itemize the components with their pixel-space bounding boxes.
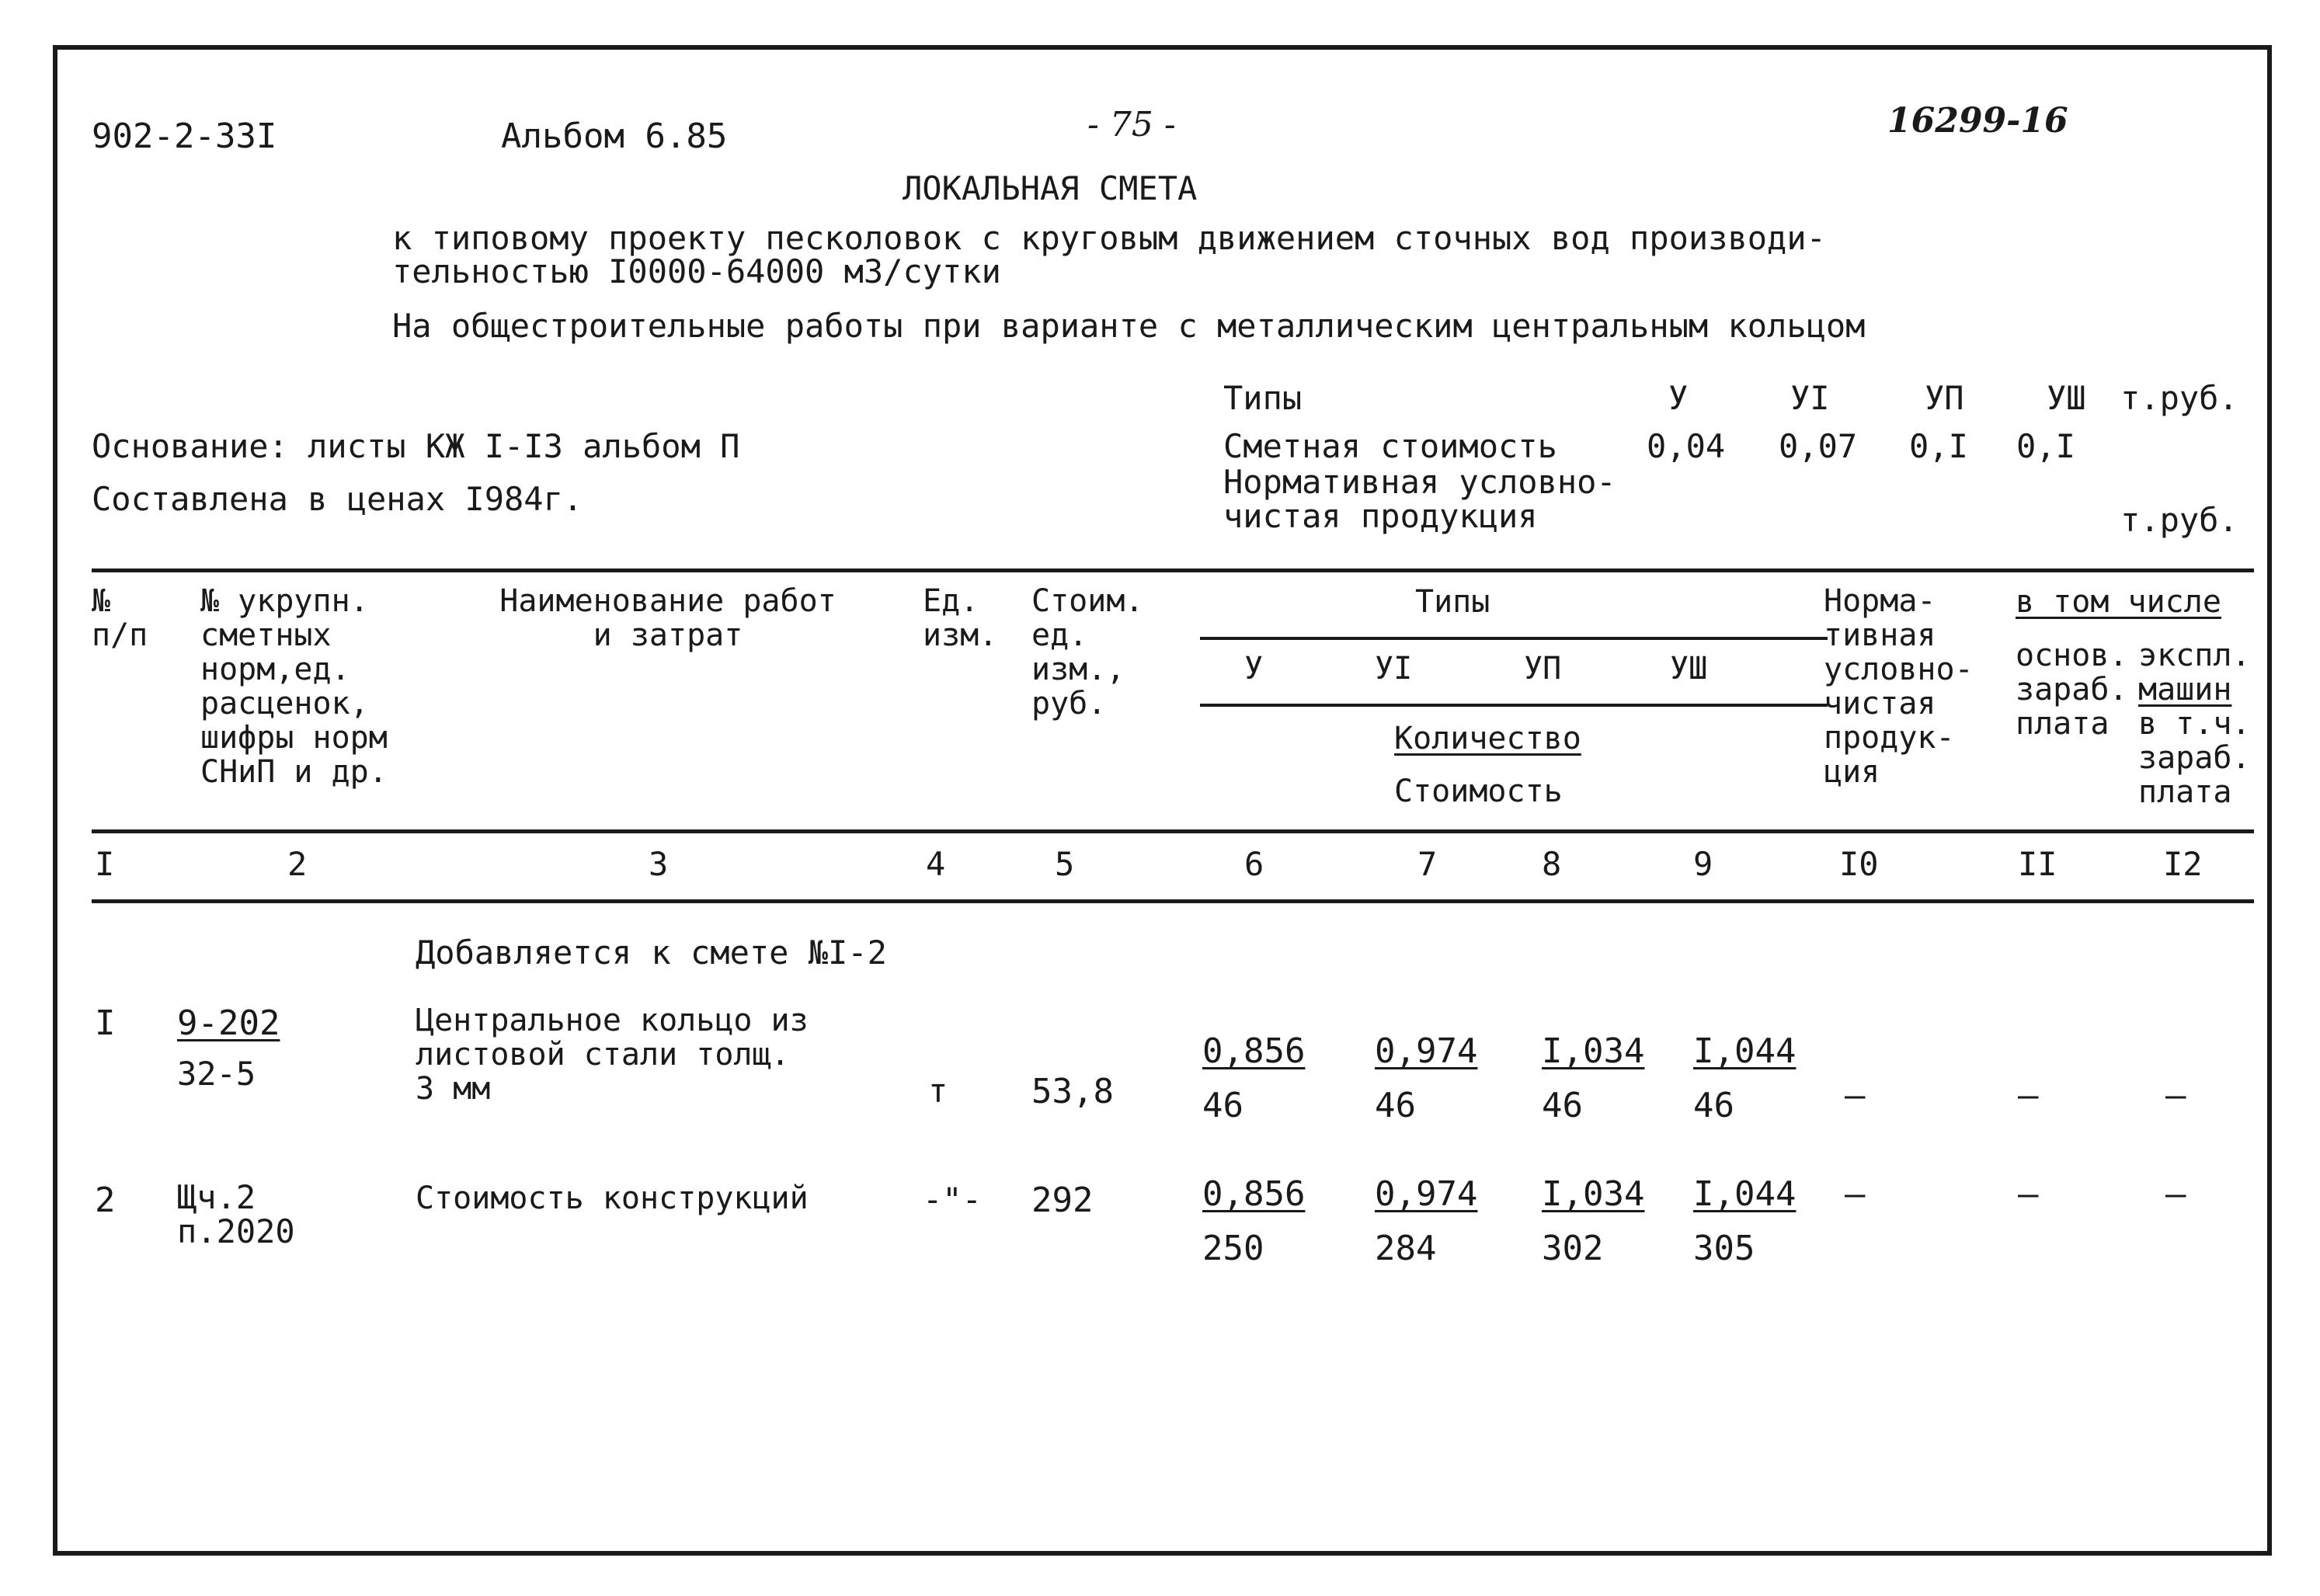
- row1-cost-u1: 46: [1375, 1086, 1416, 1125]
- hdr-incl: в том числе: [2016, 584, 2221, 620]
- row2-cost-u: 250: [1202, 1229, 1264, 1268]
- page-number: - 75 -: [1087, 105, 1176, 144]
- row1-npp: –: [1845, 1076, 1866, 1115]
- hdr-col11: основ. зараб. плата: [2016, 638, 2128, 742]
- summary-cost-u3: 0,I: [2016, 427, 2075, 465]
- row1-qty-u: 0,856: [1202, 1031, 1306, 1071]
- col-number-5: 5: [1055, 845, 1075, 883]
- row2-name: Стоимость конструкций: [416, 1180, 809, 1216]
- title-line-1: к типовому проекту песколовок с круговым движением сточных вод производи-: [392, 219, 1826, 257]
- hdr-col4: Ед. изм.: [923, 583, 998, 653]
- summary-type-u1: УI: [1790, 379, 1830, 417]
- project-code: 902-2-33I: [92, 116, 277, 156]
- summary-cost-u1: 0,07: [1779, 427, 1858, 465]
- types-sub-rule-2: [1200, 704, 1828, 707]
- row2-qty-u1: 0,974: [1375, 1174, 1478, 1214]
- col-number-12: I2: [2163, 845, 2203, 883]
- inventory-number: 16299-16: [1887, 101, 2068, 141]
- col-number-6: 6: [1244, 845, 1264, 883]
- row1-cost-u2: 46: [1542, 1086, 1583, 1125]
- row1-num: I: [95, 1003, 116, 1043]
- row1-code-bottom: 32-5: [177, 1055, 256, 1093]
- page-frame: [53, 45, 2272, 1556]
- col-number-4: 4: [926, 845, 946, 883]
- hdr-col3: Наименование работ и затрат: [499, 583, 837, 653]
- col-numbers-rule: [92, 899, 2254, 903]
- col-number-11: II: [2018, 845, 2057, 883]
- row2-wage: –: [2018, 1174, 2039, 1214]
- hdr-quantity: Количество: [1394, 721, 1581, 756]
- row2-npp: –: [1845, 1174, 1866, 1214]
- hdr-cost: Стоимость: [1394, 774, 1563, 809]
- hdr-col10: Норма- тивная условно- чистая продук- ция: [1824, 583, 1974, 790]
- types-sub-rule-1: [1200, 637, 1828, 640]
- document-title: ЛОКАЛЬНАЯ СМЕТА: [903, 169, 1198, 207]
- row2-machines: –: [2165, 1174, 2186, 1214]
- album-label: Альбом 6.85: [501, 116, 728, 156]
- row2-cost-u1: 284: [1375, 1229, 1437, 1268]
- row1-cost-u3: 46: [1693, 1086, 1734, 1125]
- row2-qty-u: 0,856: [1202, 1174, 1306, 1214]
- row2-qty-u3: I,044: [1693, 1174, 1797, 1214]
- summary-types-label: Типы: [1223, 379, 1303, 417]
- summary-unit: т.руб.: [2120, 379, 2238, 417]
- row1-machines: –: [2165, 1076, 2186, 1115]
- hdr-col1: № п/п: [92, 583, 148, 653]
- col-number-9: 9: [1693, 845, 1713, 883]
- row2-cost-u2: 302: [1542, 1229, 1604, 1268]
- row1-cost-u: 46: [1202, 1086, 1243, 1125]
- basis-line-1: Основание: листы КЖ I-I3 альбом П: [92, 427, 740, 465]
- hdr-type-u3: УШ: [1670, 651, 1708, 687]
- row1-qty-u1: 0,974: [1375, 1031, 1478, 1071]
- row1-wage: –: [2018, 1076, 2039, 1115]
- table-top-rule: [92, 569, 2254, 572]
- row2-cost-u3: 305: [1693, 1229, 1755, 1268]
- header-bottom-rule: [92, 829, 2254, 833]
- summary-npp-unit: т.руб.: [2120, 501, 2238, 539]
- summary-type-u3: УШ: [2047, 379, 2086, 417]
- summary-cost-u: 0,04: [1647, 427, 1726, 465]
- hdr-col2: № укрупн. сметных норм,ед. расценок, шифры норм СНиП и др.: [200, 583, 388, 790]
- hdr-type-u: У: [1244, 651, 1264, 687]
- col-number-10: I0: [1839, 845, 1879, 883]
- hdr-col5: Стоим. ед. изм., руб.: [1031, 583, 1144, 722]
- summary-type-u2: УП: [1925, 379, 1964, 417]
- col-number-8: 8: [1542, 845, 1562, 883]
- summary-npp-label-1: Нормативная условно-: [1223, 463, 1616, 501]
- section-title: Добавляется к смете №I-2: [416, 934, 887, 972]
- row1-unit: т: [928, 1072, 948, 1110]
- row2-qty-u2: I,034: [1542, 1174, 1645, 1214]
- hdr-col12: экспл. машин в т.ч. зараб. плата: [2138, 638, 2251, 810]
- col-number-7: 7: [1417, 845, 1438, 883]
- summary-cost-u2: 0,I: [1909, 427, 1968, 465]
- hdr-type-u2: УП: [1524, 651, 1562, 687]
- row2-num: 2: [95, 1180, 116, 1220]
- row2-code: Щч.2 п.2020: [177, 1178, 295, 1250]
- row2-unit-cost: 292: [1031, 1180, 1094, 1220]
- title-line-3: На общестроительные работы при варианте с металлическим центральным кольцом: [392, 307, 1866, 345]
- hdr-type-u1: УI: [1375, 651, 1413, 687]
- title-line-2: тельностью I0000-64000 м3/сутки: [392, 252, 1001, 290]
- summary-npp-label-2: чистая продукция: [1223, 497, 1538, 535]
- hdr-types-group: Типы: [1415, 584, 1490, 620]
- row1-qty-u2: I,034: [1542, 1031, 1645, 1071]
- col-number-2: 2: [287, 845, 308, 883]
- row1-unit-cost: 53,8: [1031, 1072, 1114, 1111]
- row1-code-top: 9-202: [177, 1003, 280, 1043]
- summary-cost-label: Сметная стоимость: [1223, 427, 1557, 465]
- basis-line-2: Составлена в ценах I984г.: [92, 480, 583, 518]
- col-number-3: 3: [649, 845, 669, 883]
- row1-name: Центральное кольцо из листовой стали толщ. 3 мм: [416, 1003, 809, 1107]
- row2-unit: -"-: [923, 1180, 982, 1219]
- row1-qty-u3: I,044: [1693, 1031, 1797, 1071]
- col-number-1: I: [95, 845, 115, 883]
- summary-type-u: У: [1668, 379, 1689, 417]
